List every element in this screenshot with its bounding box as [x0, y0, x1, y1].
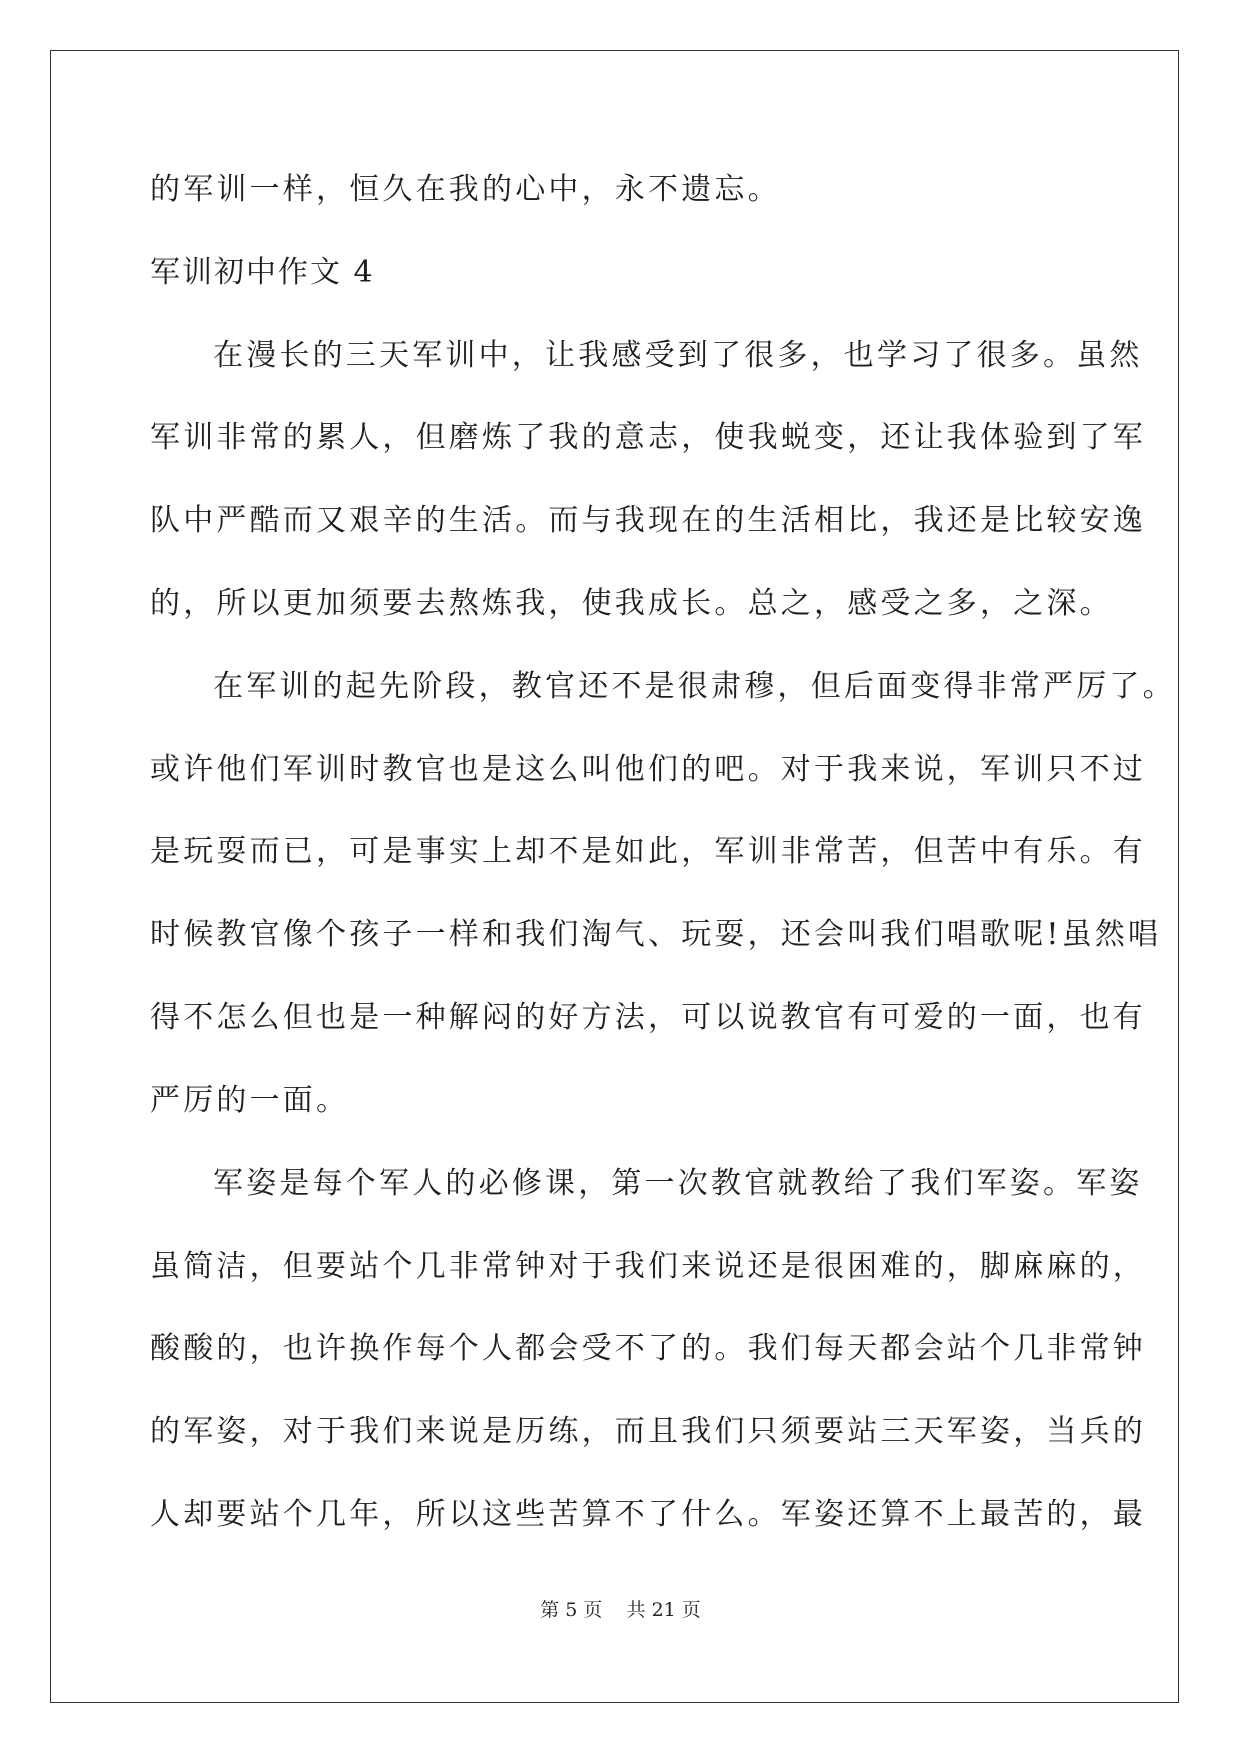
section-heading: 军训初中作文 4: [150, 255, 375, 290]
text-line: 的军训一样，恒久在我的心中，永不遗忘。: [150, 172, 781, 207]
text-line: 在军训的起先阶段，教官还不是很肃穆，但后面变得非常严厉了。: [213, 669, 1176, 704]
text-line: 严厉的一面。: [150, 1083, 350, 1118]
text-line: 酸酸的，也许换作每个人都会受不了的。我们每天都会站个几非常钟: [150, 1331, 1146, 1366]
text-line: 的，所以更加须要去熬炼我，使我成长。总之，感受之多，之深。: [150, 586, 1113, 621]
text-line: 得不怎么但也是一种解闷的好方法，可以说教官有可爱的一面，也有: [150, 1000, 1146, 1035]
text-line: 时候教官像个孩子一样和我们淘气、玩耍，还会叫我们唱歌呢!虽然唱: [150, 917, 1162, 952]
text-line: 的军姿，对于我们来说是历练，而且我们只须要站三天军姿，当兵的: [150, 1414, 1146, 1449]
text-line: 人却要站个几年，所以这些苦算不了什么。军姿还算不上最苦的，最: [150, 1497, 1146, 1532]
text-line: 虽简洁，但要站个几非常钟对于我们来说还是很困难的，脚麻麻的，: [150, 1249, 1146, 1284]
page-border: [50, 50, 1179, 1703]
text-line: 在漫长的三天军训中，让我感受到了很多，也学习了很多。虽然: [213, 338, 1143, 373]
text-line: 军训非常的累人，但磨炼了我的意志，使我蜕变，还让我体验到了军: [150, 420, 1146, 455]
text-line: 军姿是每个军人的必修课，第一次教官就教给了我们军姿。军姿: [213, 1166, 1143, 1201]
text-line: 或许他们军训时教官也是这么叫他们的吧。对于我来说，军训只不过: [150, 752, 1146, 787]
text-line: 是玩耍而已，可是事实上却不是如此，军训非常苦，但苦中有乐。有: [150, 834, 1146, 869]
page-number-footer: 第 5 页 共 21 页: [540, 1599, 701, 1621]
text-line: 队中严酷而又艰辛的生活。而与我现在的生活相比，我还是比较安逸: [150, 503, 1146, 538]
